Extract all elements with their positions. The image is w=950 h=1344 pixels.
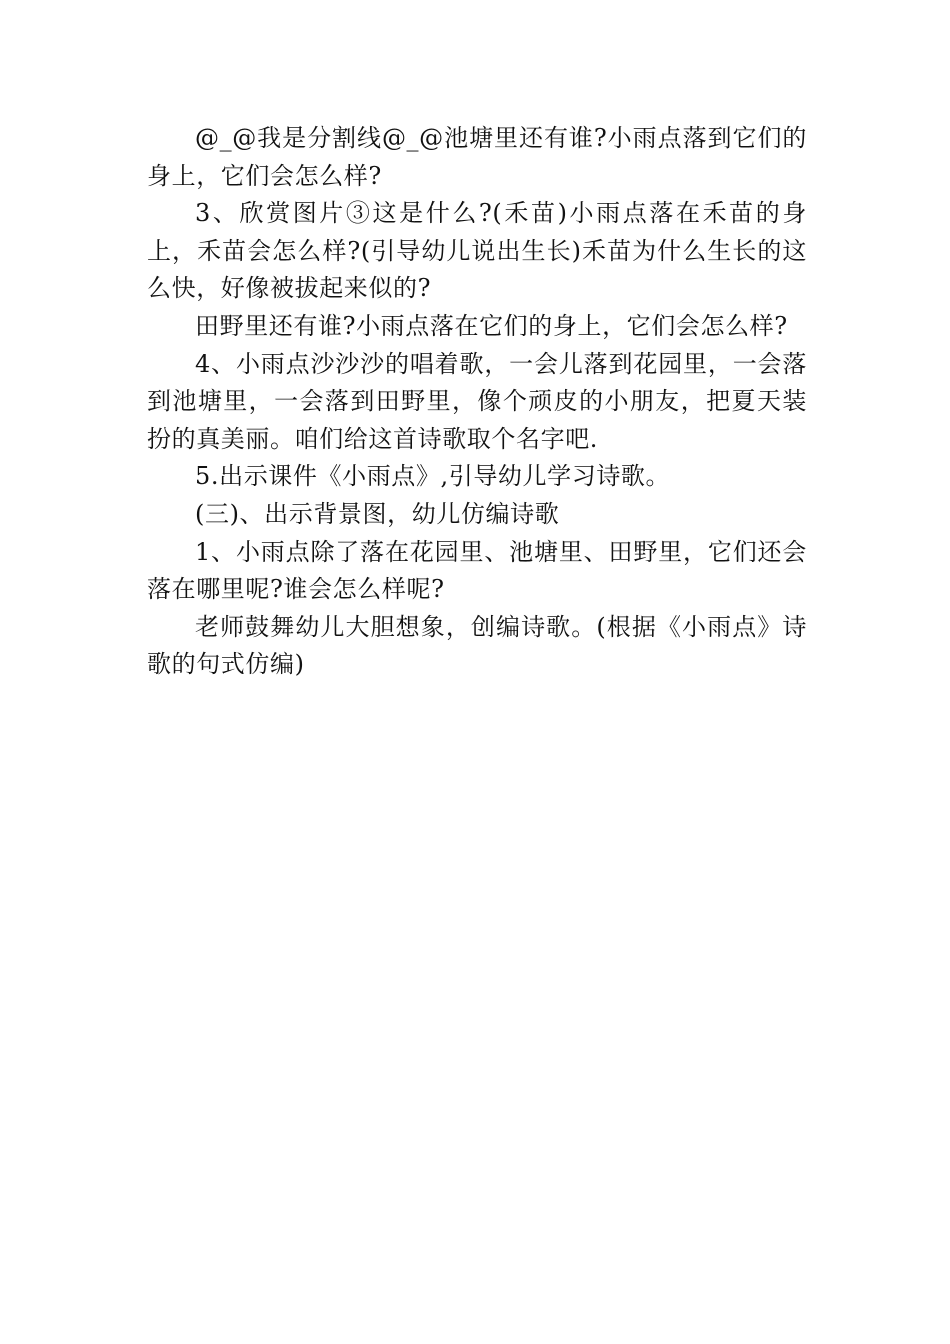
paragraph-3: 田野里还有谁?小雨点落在它们的身上，它们会怎么样? — [195, 311, 788, 340]
paragraph-2: 3、欣赏图片③这是什么?(禾苗)小雨点落在禾苗的身上，禾苗会怎么样?(引导幼儿说出生长)禾苗为什么生长的这么快，好像被拔起来似的? — [147, 199, 807, 303]
paragraph-4: 4、小雨点沙沙沙的唱着歌，一会儿落到花园里，一会落到池塘里，一会落到田野里，像个顽皮的小朋友，把夏天装扮的真美丽。咱们给这首诗歌取个名字吧. — [147, 349, 807, 453]
paragraph-5: 5.出示课件《小雨点》,引导幼儿学习诗歌。 — [195, 462, 671, 491]
document-body — [147, 120, 807, 684]
paragraph-1: @_@我是分割线@_@池塘里还有谁?小雨点落到它们的身上，它们会怎么样? — [147, 124, 807, 190]
paragraph-8: 老师鼓舞幼儿大胆想象，创编诗歌。(根据《小雨点》诗歌的句式仿编) — [147, 612, 807, 679]
paragraph-7: 1、小雨点除了落在花园里、池塘里、田野里，它们还会落在哪里呢?谁会怎么样呢? — [147, 537, 807, 604]
paragraph-6: (三)、出示背景图，幼儿仿编诗歌 — [195, 499, 560, 528]
